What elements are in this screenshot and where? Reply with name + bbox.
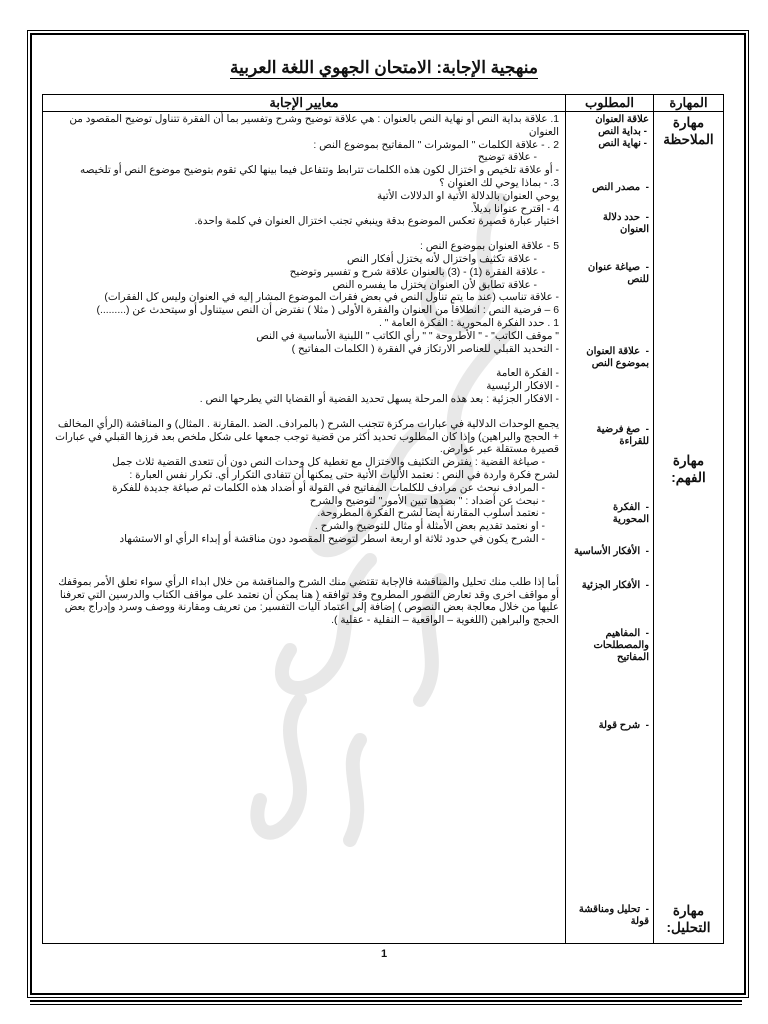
criteria-item-22: - صياغة القضية : يفترض التكثيف والاختزال مع تغطية كل وحدات النص دون أن تتعدى القضية ثلاث جمل bbox=[112, 457, 545, 469]
page-number: 1 bbox=[380, 948, 388, 960]
criteria-item-4: - أو علاقة تلخيص و اختزال لكون هذه الكلمات تترابط وتتفاعل فيما بينها لكي تقوم بتوضيح موضوع النص أو تلخيصه bbox=[80, 165, 559, 177]
req-title-relation: علاقة العنوان bbox=[595, 114, 649, 125]
header-skill: المهارة bbox=[654, 95, 724, 112]
bottom-divider bbox=[30, 1000, 742, 1002]
criteria-item-15: 1 . حدد الفكرة المحورية : الفكرة العامة " . bbox=[378, 317, 559, 329]
header-criteria: معايير الإجابة bbox=[43, 95, 566, 112]
criteria-column bbox=[43, 112, 566, 944]
criteria-item-12: - علاقة تطابق لأن العنوان يختزل ما يفسره النص bbox=[332, 279, 537, 291]
req-title-formulation: - صياغة عنوان للنص bbox=[587, 262, 649, 285]
criteria-item-2: 2 . - علاقة الكلمات " الموشرات " المفاتيح بموضوع النص : bbox=[313, 139, 559, 151]
criteria-item-9: 5 - علاقة العنوان بموضوع النص : bbox=[419, 241, 559, 253]
req-title-topic-relation: - علاقة العنوان بموضوع النص bbox=[586, 346, 649, 369]
header-required: المطلوب bbox=[566, 95, 654, 112]
criteria-item-19: - الافكار الرئيسية bbox=[486, 381, 559, 393]
criteria-item-21: يجمع الوحدات الدلالية في عبارات مركزة تتجنب الشرح ( بالمرادف. الضد .المقارنة . المثال) و المناقشة (الرأي المخالف + الحجج والبراهين) وإذا كان المطلوب تحديد أكثر من قضية توجب جمعها على شكل ملخص بعد فرزها القبلي في عبارات قصيرة مستقلة عبر عوارض. bbox=[55, 418, 559, 456]
req-title-meaning: - حدد دلالة العنوان bbox=[602, 212, 649, 235]
criteria-item-28: - الشرح يكون في حدود ثلاثة او اربعة اسطر لتوضيح المقصود دون مناقشة أو إبداء الرأي او الاستشهاد bbox=[119, 533, 545, 545]
criteria-spacer-1 bbox=[49, 229, 559, 241]
criteria-item-14: 6 – فرضية النص : انطلاقاً من العنوان والفقرة الأولى ( مثلا ) نفترض أن النص سيتناول أو سيتحدث عن (.........) bbox=[96, 305, 559, 317]
criteria-item-27: - او نعتمد تقديم بعض الأمثلة أو مثال للتوضيح والشرح . bbox=[314, 521, 545, 533]
bottom-divider-thin bbox=[30, 1004, 742, 1005]
criteria-item-18: - الفكرة العامة bbox=[496, 368, 559, 380]
criteria-spacer-2 bbox=[49, 356, 559, 368]
criteria-item-10: - علاقة تكثيف واختزال لأنه يختزل أفكار النص bbox=[347, 253, 537, 265]
req-partial-ideas: - الأفكار الجزئية bbox=[581, 580, 649, 591]
req-analyze-quote: - تحليل ومناقشة قولة bbox=[578, 904, 649, 927]
criteria-item-5: 3. - بماذا يوحي لك العنوان ؟ bbox=[439, 177, 559, 189]
required-column bbox=[566, 112, 654, 944]
req-text-start: - بداية النص bbox=[598, 126, 647, 137]
table-header-row bbox=[43, 95, 724, 112]
skill-analysis: مهارة التحليل: bbox=[666, 903, 711, 935]
req-main-ideas: - الأفكار الأساسية bbox=[574, 546, 649, 557]
criteria-item-1: 1. علاقة بداية النص أو نهاية النص بالعنوان : هي علاقة توضيح وشرح وتفسير بما أن الفقرة تتناول توضيح المقصود من العنوان bbox=[69, 114, 559, 138]
req-reading-hypothesis: - صغ فرضية للقراءة bbox=[596, 424, 649, 447]
criteria-spacer-4 bbox=[49, 547, 559, 577]
criteria-item-6: يوحي العنوان بالدلالة الأتية او الدلالات الأتية bbox=[377, 190, 559, 202]
skill-column bbox=[654, 112, 724, 944]
req-explain-quote: - شرح قولة bbox=[598, 720, 649, 731]
criteria-item-16: " موقف الكاتب" - " الأطروحة " " رأي الكاتب " اللبنية الأساسية في النص bbox=[256, 330, 559, 342]
criteria-item-29: أما إذا طلب منك تحليل والمناقشة فالإجابة تقتضي منك الشرح والمناقشة من خلال ابداء الرأي سواء تعلق الأمر بموقفك أو مواقف اخرى وقد تعارض التصور المطروح وقد توافقه ( هنا يمكن أن نعتمد على مواقف الكتاب والدرسين التي تعرفنا عليها من خلال معالجة بعض النصوص ) إضافة إلى اعتماد آليات التفسير: من تعريف ومقارنة ووصف وسرد وإدراج بعض الحجج والبراهين (اللغوية – الواقعية – النقلية - عقلية ). bbox=[58, 576, 559, 627]
page-title: منهجية الإجابة: الامتحان الجهوي اللغة العربية bbox=[230, 58, 538, 77]
criteria-item-3: - علاقة توضيح bbox=[477, 152, 537, 164]
criteria-item-24: - المرادف نبحث عن مرادف للكلمات المفاتيح في القولة أو أضداد هذه الكلمات ثم صياغة جديدة للفكرة bbox=[112, 482, 545, 494]
criteria-item-8: اختيار عبارة قصيرة تعكس الموضوع بدقة وينبغي تجنب اختزال العنوان في كلمة واحدة. bbox=[194, 216, 559, 228]
criteria-item-11: - علاقة الفقرة (1) - (3) بالعنوان علاقة شرح و تفسير وتوضيح bbox=[289, 266, 545, 278]
table-row-body bbox=[43, 112, 724, 944]
req-key-concepts: - المفاهيم والمصطلحات المفاتيح bbox=[593, 628, 649, 663]
req-text-source: - مصدر النص bbox=[592, 182, 649, 193]
answer-methodology-table bbox=[42, 94, 724, 944]
criteria-item-13: - علاقة تناسب (عند ما يتم تناول النص في بعض فقرات الموضوع المشار إليه في العنوان وليس كل الفقرات) bbox=[104, 292, 559, 304]
criteria-item-26: - نعتمد أسلوب المقارنة أيضا لشرح الفكرة المطروحة. bbox=[317, 508, 545, 520]
skill-observation: مهارة الملاحظة bbox=[663, 115, 714, 147]
criteria-item-25: - نبحث عن أضداد : " بضدها تبين الأمور" لتوضيح والشرح bbox=[309, 495, 545, 507]
criteria-item-17: - التحديد القبلي للعناصر الارتكاز في الفقرة ( الكلمات المفاتيح ) bbox=[291, 343, 559, 355]
criteria-item-7: 4 - اقترح عنوانا بديلاً. bbox=[470, 203, 559, 215]
req-text-end: - نهاية النص bbox=[598, 138, 647, 149]
criteria-item-20: - الافكار الجزئية : بعد هذه المرحلة يسهل تحديد القضية أو القضايا التي يطرحها النص . bbox=[199, 393, 559, 405]
criteria-spacer-3 bbox=[49, 407, 559, 419]
req-central-idea: - الفكرة المحورية bbox=[612, 502, 649, 525]
skill-comprehension: مهارة الفهم: bbox=[671, 453, 706, 485]
criteria-item-23: لشرح فكرة واردة في النص : نعتمد الأليات الأتية حتى يمكنها أن تتفادى التكرار أي. تكرار نفس العبارة : bbox=[129, 469, 559, 481]
